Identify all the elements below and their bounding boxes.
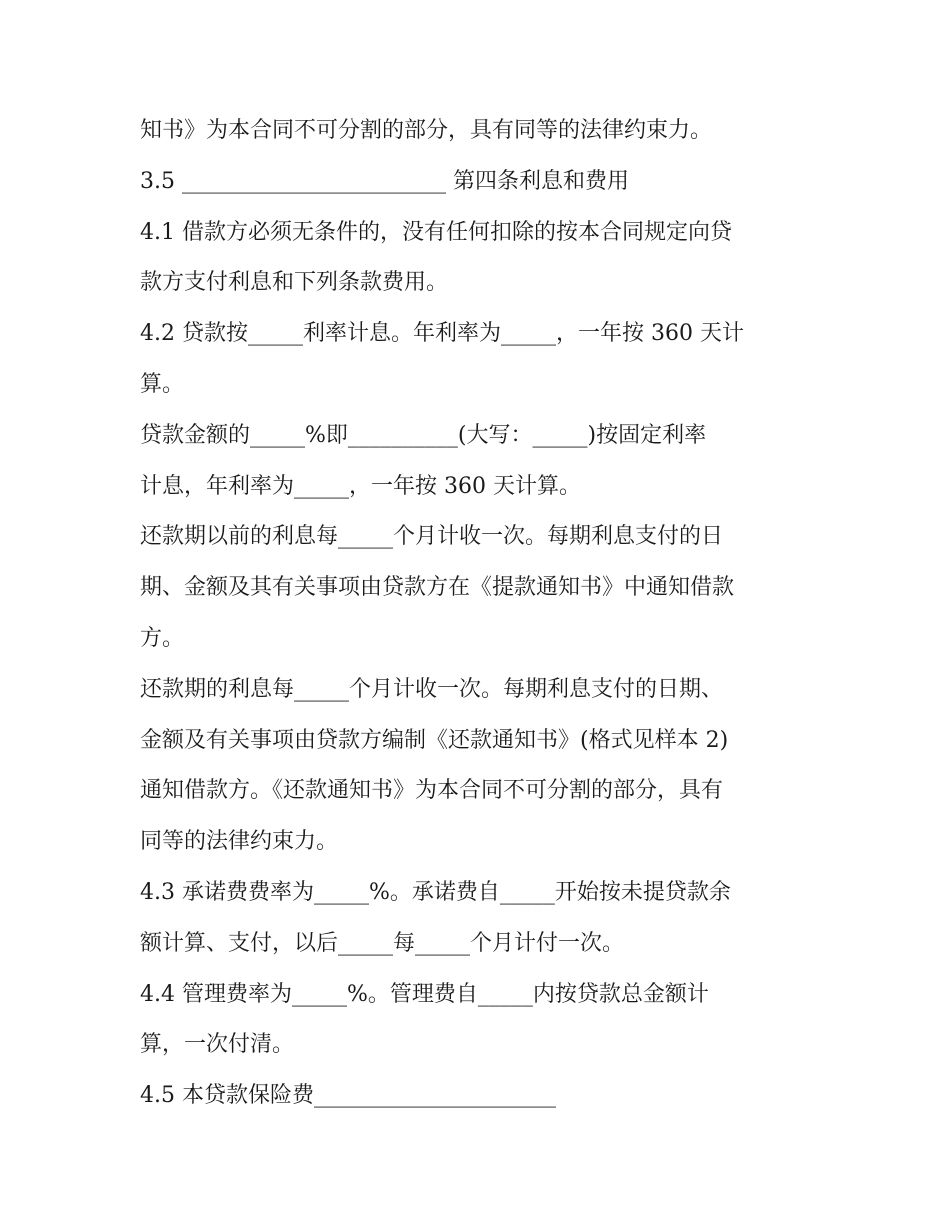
text-line: 额计算、支付，以后_____每_____个月计付一次。 xyxy=(140,930,625,956)
text-line: 算。 xyxy=(140,371,185,397)
text-line: 4.1 借款方必须无条件的，没有任何扣除的按本合同规定向贷 xyxy=(140,219,732,245)
text-line: 款方支付利息和下列条款费用。 xyxy=(140,270,449,296)
text-line: 同等的法律约束力。 xyxy=(140,829,339,855)
document-page xyxy=(140,106,820,1122)
text-line: 4.5 本贷款保险费______________________ xyxy=(140,1083,556,1109)
text-line: 算，一次付清。 xyxy=(140,1032,295,1058)
text-line: 还款期以前的利息每_____个月计收一次。每期利息支付的日 xyxy=(140,524,724,550)
text-line: 贷款金额的_____%即__________(大写：_____)按固定利率 xyxy=(140,422,707,448)
text-line: 知书》为本合同不可分割的部分，具有同等的法律约束力。 xyxy=(140,118,713,143)
text-line: 还款期的利息每_____个月计收一次。每期利息支付的日期、 xyxy=(140,676,724,702)
text-line: 通知借款方。《还款通知书》为本合同不可分割的部分，具有 xyxy=(140,778,724,804)
text-line: 方。 xyxy=(140,625,185,651)
text-line: 期、金额及其有关事项由贷款方在《提款通知书》中通知借款 xyxy=(140,575,735,601)
text-line: 金额及有关事项由贷款方编制《还款通知书》(格式见样本 2) xyxy=(140,727,729,753)
text-line: 4.2 贷款按_____利率计息。年利率为_____，一年按 360 天计 xyxy=(140,321,744,347)
text-line: 4.3 承诺费费率为_____%。承诺费自_____开始按未提贷款余 xyxy=(140,879,731,905)
text-line: 3.5 ________________________ 第四条利息和费用 xyxy=(140,168,629,194)
text-line: 计息，年利率为_____，一年按 360 天计算。 xyxy=(140,473,581,499)
text-line: 4.4 管理费率为_____%。管理费自_____内按贷款总金额计 xyxy=(140,981,709,1007)
